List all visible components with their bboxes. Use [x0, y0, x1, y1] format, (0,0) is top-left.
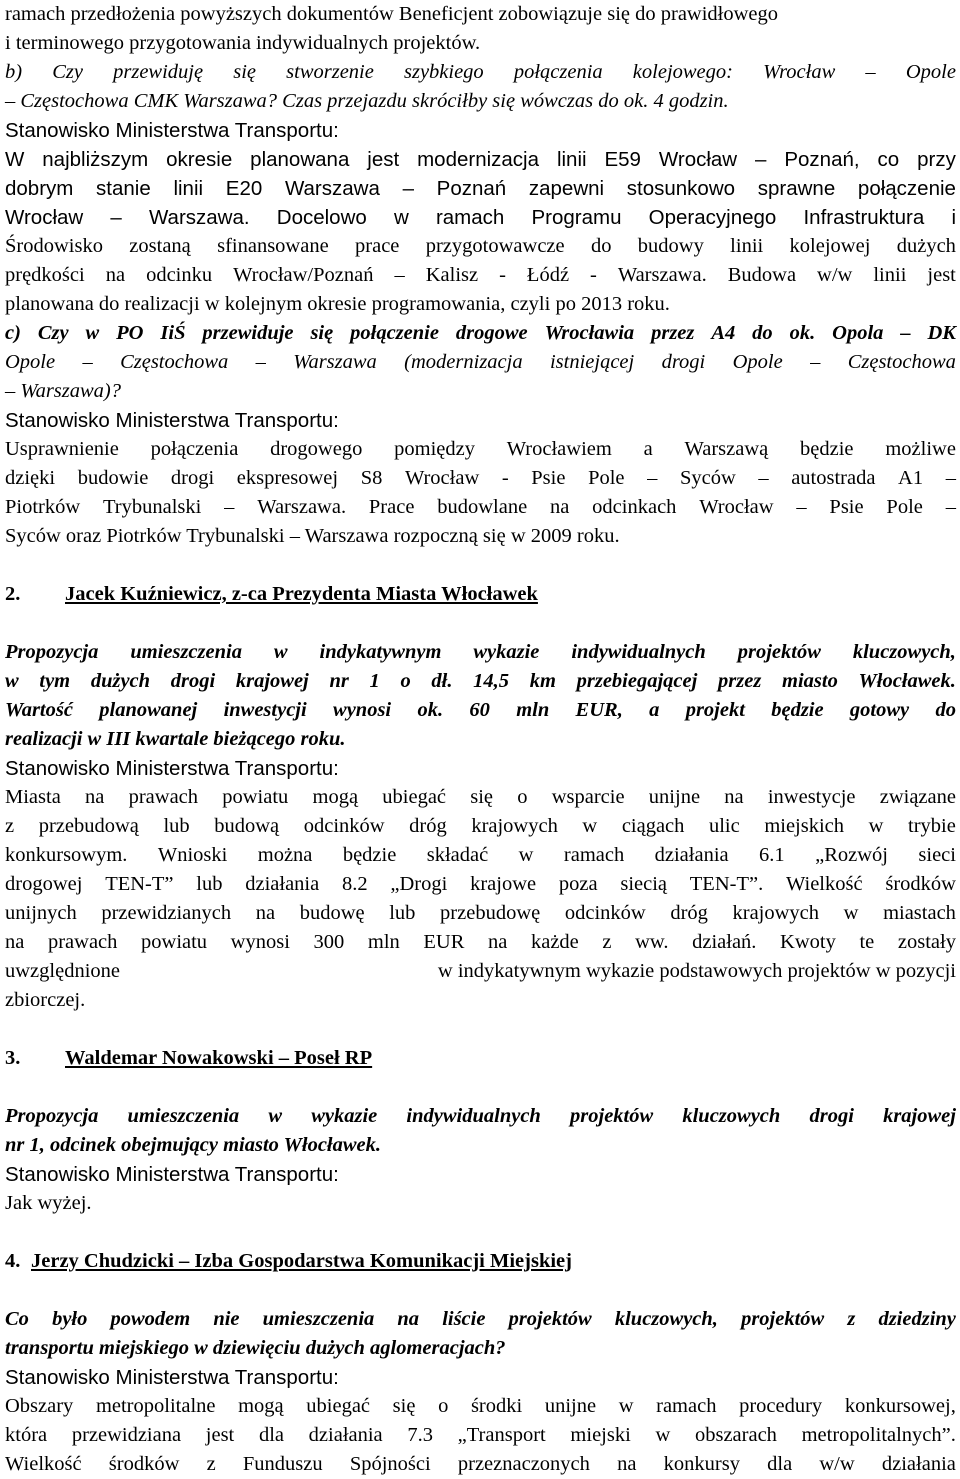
text-fragment: uwzględnione — [5, 960, 120, 982]
section-heading — [5, 580, 956, 609]
proposal-line: Wartość planowanej inwestycji wynosi ok. 60 mln EUR, a projekt będzie gotowy do — [5, 699, 956, 721]
text-line: Wielkość środków z Funduszu Spójności przeznaczonych na konkursy dla w/w działania — [5, 1453, 956, 1475]
proposal-line: realizacji w III kwartale bieżącego roku. — [5, 728, 346, 750]
question-line: – Częstochowa CMK Warszawa? Czas przejazdu skróciłby się wówczas do ok. 4 godzin. — [5, 90, 729, 112]
text-line: planowana do realizacji w kolejnym okresie programowania, czyli po 2013 roku. — [5, 293, 670, 315]
question-line: Co było powodem nie umieszczenia na liście projektów kluczowych, projektów z dziedziny — [5, 1308, 956, 1330]
proposal-line: w tym dużych drogi krajowej nr 1 o dł. 14,5 km przebiegającej przez miasto Włocławek. — [5, 670, 956, 692]
text-line: unijnych przewidzianych na budowę lub przebudowę odcinków dróg krajowych w miastach — [5, 902, 956, 924]
text-line: dobrym stanie linii E20 Warszawa – Poznań zapewni stosunkowo sprawne połączenie — [5, 177, 956, 200]
question-line: Opole – Częstochowa – Warszawa (modernizacja istniejącej drogi Opole – Częstochowa — [5, 351, 956, 373]
text-line: i terminowego przygotowania indywidualnych projektów. — [5, 32, 481, 54]
text-fragment: w indykatywnym wykazie podstawowych projektów w pozycji — [437, 960, 956, 982]
proposal-line: Propozycja umieszczenia w indykatywnym wykazie indywidualnych projektów kluczowych, — [5, 641, 956, 663]
section-heading — [5, 1044, 956, 1073]
section-title: Waldemar Nowakowski – Poseł RP — [65, 1047, 373, 1069]
text-line: prędkości na odcinku Wrocław/Poznań – Kalisz - Łódź - Warszawa. Budowa w/w linii jest — [5, 264, 956, 286]
text-line: Usprawnienie połączenia drogowego pomiędzy Wrocławiem a Warszawą będzie możliwe — [5, 438, 956, 460]
section-title: Jerzy Chudzicki – Izba Gospodarstwa Komunikacji Miejskiej — [31, 1250, 572, 1272]
ministry-position-heading: Stanowisko Ministerstwa Transportu: — [5, 119, 339, 142]
text-line: ramach przedłożenia powyższych dokumentów Beneficjent zobowiązuje się do prawidłowego — [5, 3, 779, 25]
proposal-line: nr 1, odcinek obejmujący miasto Włocławek. — [5, 1134, 382, 1156]
text-line: dzięki budowie drogi ekspresowej S8 Wrocław - Psie Pole – Syców – autostrada A1 – — [5, 467, 956, 489]
ministry-position-heading: Stanowisko Ministerstwa Transportu: — [5, 409, 339, 432]
ministry-position-heading: Stanowisko Ministerstwa Transportu: — [5, 1366, 339, 1389]
section-number: 2. — [5, 583, 21, 605]
text-line: konkursowym. Wnioski można będzie składać w ramach działania 6.1 „Rozwój sieci — [5, 844, 956, 866]
section-title: Jacek Kuźniewicz, z-ca Prezydenta Miasta Włocławek — [65, 583, 538, 605]
text-line: z przebudową lub budową odcinków dróg krajowych w ciągach ulic miejskich w trybie — [5, 815, 956, 837]
question-line: transportu miejskiego w dziewięciu dużych aglomeracjach? — [5, 1337, 506, 1359]
section-heading — [5, 1247, 956, 1276]
text-line: Środowisko zostaną sfinansowane prace przygotowawcze do budowy linii kolejowej dużych — [5, 235, 956, 257]
text-line: Miasta na prawach powiatu mogą ubiegać się o wsparcie unijne na inwestycje związane — [5, 786, 956, 808]
text-line: Obszary metropolitalne mogą ubiegać się o środki unijne w ramach procedury konkursowej, — [5, 1395, 956, 1417]
text-line: W najbliższym okresie planowana jest modernizacja linii E59 Wrocław – Poznań, co przy — [5, 148, 956, 171]
text-line: Wrocław – Warszawa. Docelowo w ramach Programu Operacyjnego Infrastruktura i — [5, 206, 956, 229]
text-line: która przewidziana jest dla działania 7.3 „Transport miejski w obszarach metropolitalnych”. — [5, 1424, 956, 1446]
ministry-position-heading: Stanowisko Ministerstwa Transportu: — [5, 1163, 339, 1186]
question-line: b) Czy przewiduję się stworzenie szybkiego połączenia kolejowego: Wrocław – Opole — [5, 61, 956, 83]
proposal-line: Propozycja umieszczenia w wykazie indywidualnych projektów kluczowych drogi krajowej — [5, 1105, 956, 1127]
question-line: c) Czy w PO IiŚ przewiduje się połączenie drogowe Wrocławia przez A4 do ok. Opola – DK — [5, 322, 956, 344]
text-line: Piotrków Trybunalski – Warszawa. Prace budowlane na odcinkach Wrocław – Psie Pole – — [5, 496, 956, 518]
text-line — [5, 957, 956, 986]
text-line: zbiorczej. — [5, 989, 86, 1011]
ministry-position-heading: Stanowisko Ministerstwa Transportu: — [5, 757, 339, 780]
section-number: 3. — [5, 1047, 21, 1069]
text-line: Syców oraz Piotrków Trybunalski – Warszawa rozpoczną się w 2009 roku. — [5, 525, 620, 547]
text-line: na prawach powiatu wynosi 300 mln EUR na każde z ww. działań. Kwoty te zostały — [5, 931, 956, 953]
text-line: drogowej TEN-T” lub działania 8.2 „Drogi krajowe poza siecią TEN-T”. Wielkość środków — [5, 873, 956, 895]
section-number: 4. — [5, 1250, 21, 1272]
text-line: Jak wyżej. — [5, 1192, 92, 1214]
question-line: – Warszawa)? — [5, 380, 122, 402]
